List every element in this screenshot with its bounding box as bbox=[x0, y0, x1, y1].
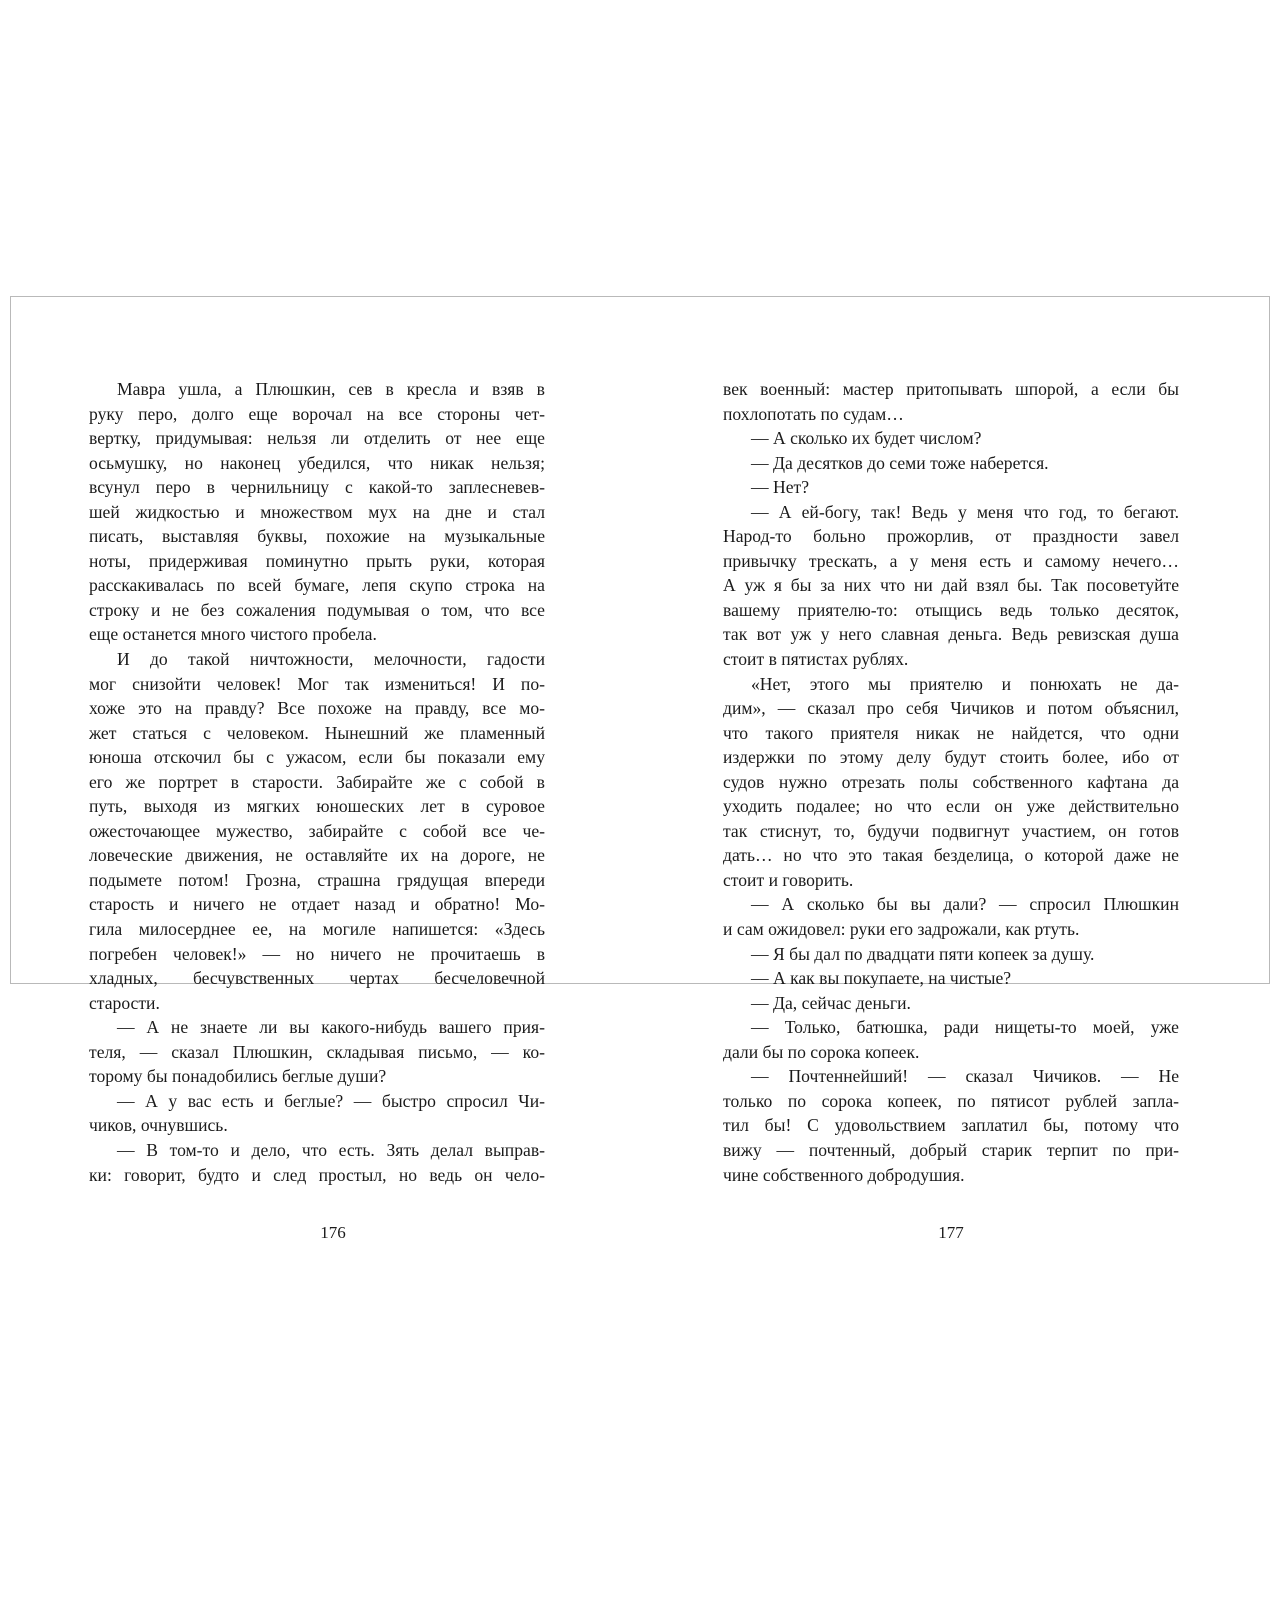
text-line: — А сколько их будет числом? bbox=[751, 428, 982, 449]
text-line: ки: говорит, будто и след простыл, но ведь он чело- bbox=[89, 1164, 545, 1185]
text-line: — Почтеннейший! — сказал Чичиков. — Не bbox=[751, 1066, 1179, 1087]
text-line: погребен человек!» — но ничего не прочитаешь в bbox=[89, 943, 545, 964]
text-line: и сам ожидовел: руки его задрожали, как ртуть. bbox=[723, 919, 1080, 940]
text-line: И до такой ничтожности, мелочности, гадости bbox=[117, 649, 545, 670]
text-line: судов нужно отрезать полы собственного кафтана да bbox=[723, 771, 1179, 792]
text-line: вертку, придумывая: нельзя ли отделить от нее еще bbox=[89, 428, 545, 449]
text-line: теля, — сказал Плюшкин, складывая письмо, — ко- bbox=[89, 1041, 545, 1062]
text-line: что такого приятеля никак не найдется, что одни bbox=[723, 722, 1179, 743]
text-line: — В том-то и дело, что есть. Зять делал выправ- bbox=[117, 1139, 545, 1160]
text-line: тил бы! С удовольствием заплатил бы, потому что bbox=[723, 1115, 1179, 1136]
text-line: хоже это на правду? Все похоже на правду, все мо- bbox=[89, 698, 545, 719]
text-line: — А как вы покупаете, на чистые? bbox=[751, 968, 1012, 989]
text-line: осьмушку, но наконец убедился, что никак нельзя; bbox=[89, 452, 545, 473]
text-line: — А сколько бы вы дали? — спросил Плюшкин bbox=[751, 894, 1179, 915]
text-line: Мавра ушла, а Плюшкин, сев в кресла и взяв в bbox=[117, 379, 545, 399]
text-line: ноты, придерживая поминутно прыть руки, которая bbox=[89, 550, 545, 571]
text-line: еще останется много чистого пробела. bbox=[89, 624, 377, 645]
text-line: только по сорока копеек, по пятисот рублей запла- bbox=[723, 1090, 1179, 1111]
text-line: гила милосерднее ее, на могиле напишется: «Здесь bbox=[89, 919, 545, 940]
text-line: мог снизойти человек! Мог так измениться! И по- bbox=[89, 673, 545, 694]
right-page-text bbox=[723, 377, 1179, 1187]
text-line: чине собственного добродушия. bbox=[723, 1164, 965, 1185]
text-line: вашему приятелю-то: отыщись ведь только десяток, bbox=[723, 599, 1179, 620]
text-line: — Нет? bbox=[751, 477, 810, 498]
text-line: руку перо, долго еще ворочал на все стороны чет- bbox=[89, 403, 545, 424]
text-line: его же портрет в старости. Забирайте же с собой в bbox=[89, 771, 545, 792]
text-line: похлопотать по судам… bbox=[723, 403, 904, 424]
text-line: век военный: мастер притопывать шпорой, а если бы bbox=[723, 379, 1179, 399]
text-line: шей жидкостью и множеством мух на дне и стал bbox=[89, 501, 545, 522]
text-line: чиков, очнувшись. bbox=[89, 1115, 228, 1136]
text-line: уходить подалее; но что если он уже действительно bbox=[723, 796, 1179, 817]
text-line: расскакивалась по всей бумаге, лепя скупо строка на bbox=[89, 575, 545, 596]
text-line: путь, выходя из мягких юношеских лет в суровое bbox=[89, 796, 545, 817]
text-line: ловеческие движения, не оставляйте их на дороге, не bbox=[89, 845, 545, 866]
text-line: А уж я бы за них что ни дай взял бы. Так посоветуйте bbox=[723, 575, 1179, 596]
text-line: — А ей-богу, так! Ведь у меня что год, то бегают. bbox=[751, 501, 1179, 522]
text-line: всунул перо в чернильницу с какой-то заплесневев- bbox=[89, 477, 545, 498]
text-line: дать… но что это такая безделица, о которой даже не bbox=[723, 845, 1179, 866]
text-line: хладных, бесчувственных чертах бесчеловечной bbox=[89, 968, 545, 989]
text-line: подымете потом! Грозна, страшна грядущая впереди bbox=[89, 869, 545, 890]
text-line: — А у вас есть и беглые? — быстро спросил Чи- bbox=[117, 1090, 545, 1111]
text-line: дим», — сказал про себя Чичиков и потом объяснил, bbox=[723, 698, 1179, 719]
text-line: издержки по этому делу будут стоить более, ибо от bbox=[723, 747, 1179, 768]
text-line: — Только, батюшка, ради нищеты-то моей, уже bbox=[751, 1017, 1179, 1038]
left-page-text bbox=[89, 377, 545, 1187]
text-line: — Да, сейчас деньги. bbox=[751, 992, 911, 1013]
text-line: стоит в пятистах рублях. bbox=[723, 649, 909, 670]
text-line: стоит и говорить. bbox=[723, 869, 854, 890]
text-line: вижу — почтенный, добрый старик терпит по при- bbox=[723, 1139, 1179, 1160]
text-line: дали бы по сорока копеек. bbox=[723, 1041, 920, 1062]
text-line: строку и не без сожаления подумывая о том, что все bbox=[89, 599, 545, 620]
text-line: так вот уж у него славная деньга. Ведь ревизская душа bbox=[723, 624, 1179, 645]
text-line: ожесточающее мужество, забирайте с собой все че- bbox=[89, 820, 545, 841]
text-line: старости. bbox=[89, 992, 160, 1013]
text-line: старость и ничего не отдает назад и обратно! Мо- bbox=[89, 894, 545, 915]
text-line: Народ-то больно прожорлив, от праздности завел bbox=[723, 526, 1179, 547]
text-line: «Нет, этого мы приятелю и понюхать не да- bbox=[751, 673, 1179, 694]
page-number-right: 177 bbox=[938, 1223, 964, 1242]
text-line: привычку трескать, а у меня есть и самому нечего… bbox=[723, 550, 1179, 571]
text-line: так стиснут, то, будучи подвигнут участием, он готов bbox=[723, 820, 1179, 841]
text-line: — Да десятков до семи тоже наберется. bbox=[751, 452, 1049, 473]
text-line: юноша отскочил бы с ужасом, если бы показали ему bbox=[89, 747, 545, 768]
text-line: — А не знаете ли вы какого-нибудь вашего прия- bbox=[117, 1017, 545, 1038]
page-number-left: 176 bbox=[320, 1223, 346, 1242]
text-line: жет статься с человеком. Нынешний же пламенный bbox=[89, 722, 545, 743]
text-line: торому бы понадобились беглые души? bbox=[89, 1066, 387, 1087]
book-spread bbox=[10, 296, 1270, 1242]
text-line: — Я бы дал по двадцати пяти копеек за душу. bbox=[751, 943, 1095, 964]
text-line: писать, выставляя буквы, похожие на музыкальные bbox=[89, 526, 545, 547]
